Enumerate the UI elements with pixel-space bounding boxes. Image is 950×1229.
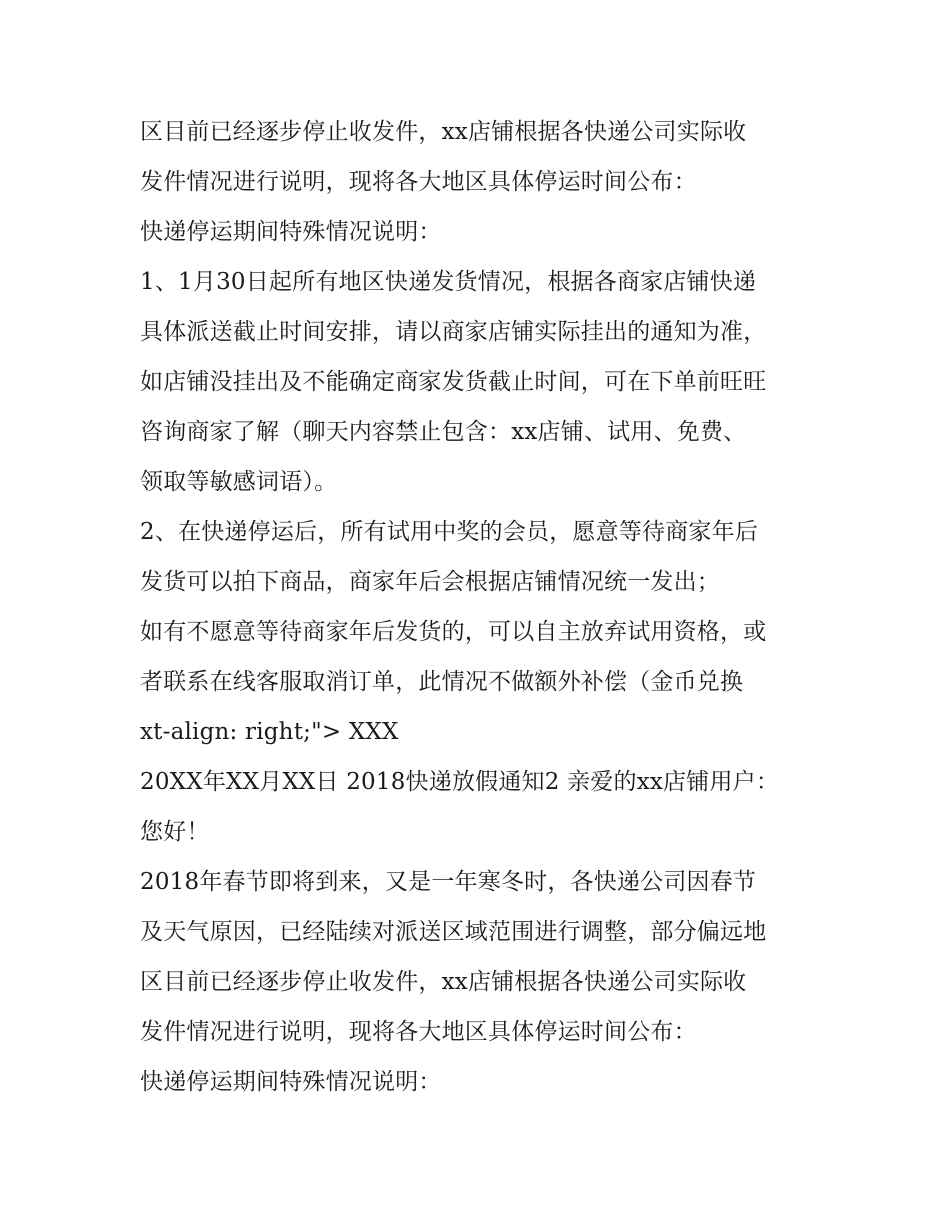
text-line: 领取等敏感词语）。 — [140, 469, 338, 495]
text-line: 如有不愿意等待商家年后发货的，可以自主放弃试用资格，或 — [140, 619, 767, 645]
text-line: 1、1月30日起所有地区快递发货情况，根据各商家店铺快递 — [140, 269, 757, 295]
text-line: xt-align: right;"> XXX — [140, 719, 399, 745]
text-line: 2、在快递停运后，所有试用中奖的会员，愿意等待商家年后 — [140, 519, 759, 545]
text-line: 发货可以拍下商品，商家年后会根据店铺情况统一发出； — [140, 569, 720, 595]
text-line: 发件情况进行说明，现将各大地区具体停运时间公布： — [140, 1019, 697, 1045]
text-line: 区目前已经逐步停止收发件，xx店铺根据各快递公司实际收 — [140, 969, 747, 995]
text-line: 发件情况进行说明，现将各大地区具体停运时间公布： — [140, 169, 697, 195]
text-line: 如店铺没挂出及不能确定商家发货截止时间，可在下单前旺旺 — [140, 369, 767, 395]
text-line: 咨询商家了解（聊天内容禁止包含：xx店铺、试用、免费、 — [140, 419, 747, 445]
text-line: 20XX年XX月XX日 2018快递放假通知2 亲爱的xx店铺用户： — [140, 769, 780, 795]
text-line: 您好！ — [140, 819, 210, 845]
text-line: 及天气原因，已经陆续对派送区域范围进行调整，部分偏远地 — [140, 919, 767, 945]
text-line: 快递停运期间特殊情况说明： — [140, 219, 442, 245]
document-body — [140, 107, 830, 1107]
text-line: 具体派送截止时间安排，请以商家店铺实际挂出的通知为准， — [140, 319, 767, 345]
text-line: 快递停运期间特殊情况说明： — [140, 1069, 442, 1095]
text-line: 区目前已经逐步停止收发件，xx店铺根据各快递公司实际收 — [140, 119, 747, 145]
text-line: 2018年春节即将到来，又是一年寒冬时，各快递公司因春节 — [140, 869, 757, 895]
text-line: 者联系在线客服取消订单，此情况不做额外补偿（金币兑换 — [140, 669, 744, 695]
